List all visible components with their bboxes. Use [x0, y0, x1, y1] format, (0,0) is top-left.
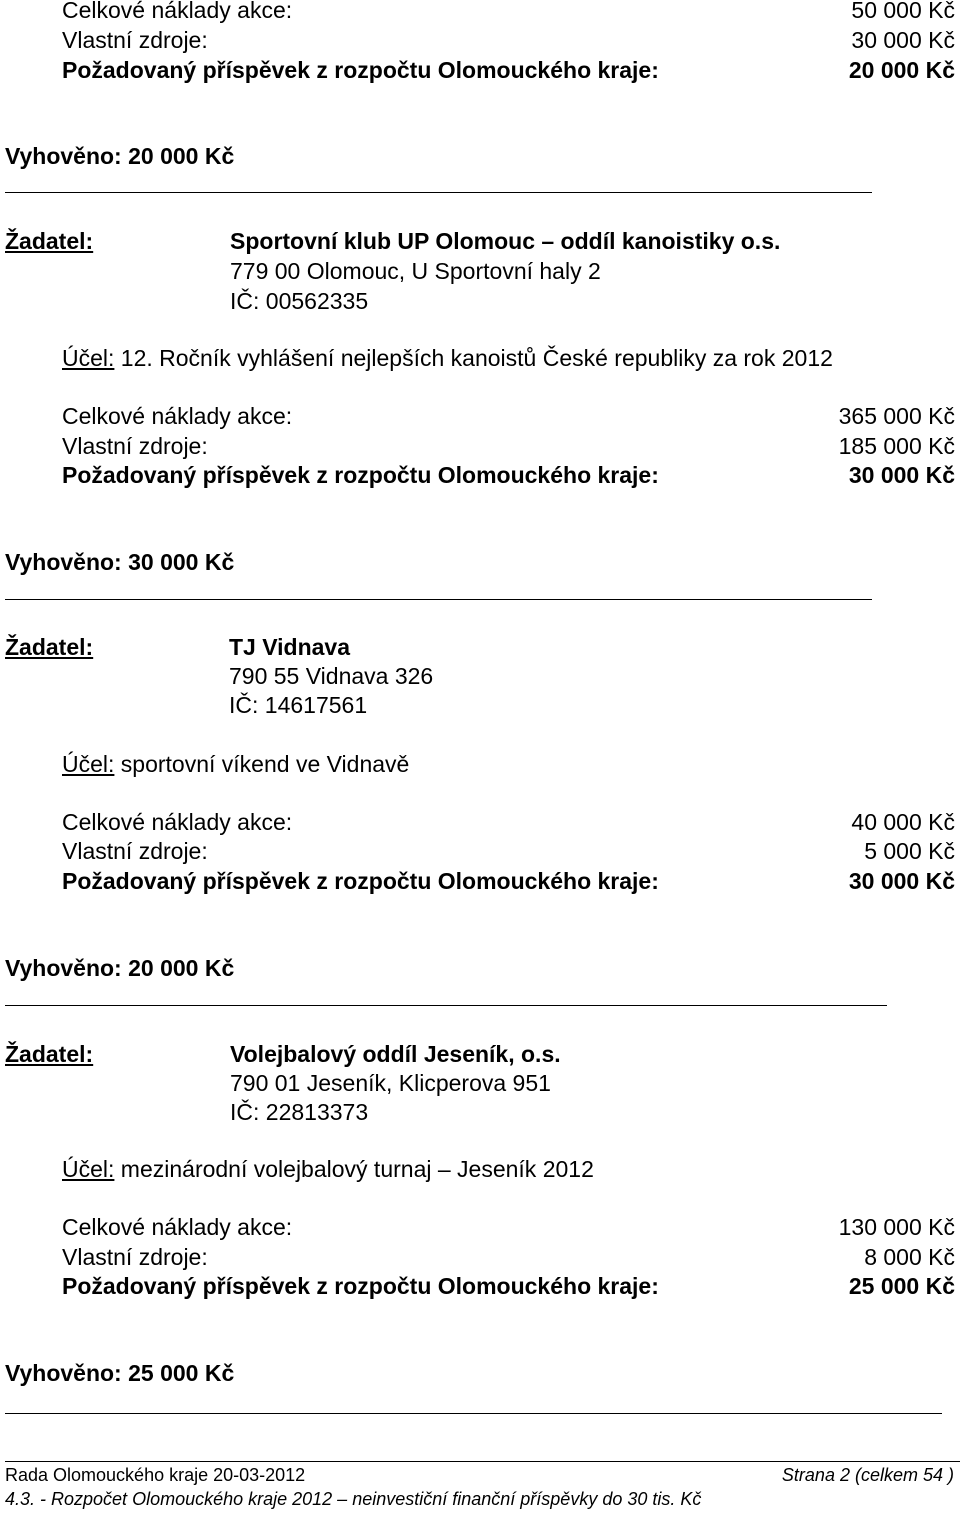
total-costs-label: Celkové náklady akce:	[62, 809, 293, 835]
requested-value: 30 000 Kč	[848, 868, 955, 894]
own-resources-value: 8 000 Kč	[864, 1244, 955, 1270]
applicant-address: 790 01 Jeseník, Klicperova 951	[230, 1070, 551, 1096]
applicant-ic: IČ: 14617561	[229, 692, 368, 718]
own-resources-label: Vlastní zdroje:	[62, 433, 208, 459]
total-costs-label: Celkové náklady akce:	[62, 1214, 293, 1240]
footer-meeting: Rada Olomouckého kraje 20-03-2012	[5, 1465, 306, 1485]
total-costs-label: Celkové náklady akce:	[62, 403, 293, 429]
applicant-name: TJ Vidnava	[229, 634, 351, 660]
approved-amount: Vyhověno: 20 000 Kč	[5, 955, 235, 981]
separator-line	[5, 1413, 942, 1414]
requested-label: Požadovaný příspěvek z rozpočtu Olomouckého kraje:	[62, 868, 659, 894]
requested-label: Požadovaný příspěvek z rozpočtu Olomouckého kraje:	[62, 1273, 659, 1299]
applicant-address: 790 55 Vidnava 326	[229, 663, 434, 689]
purpose-text: 12. Ročník vyhlášení nejlepších kanoistů České republiky za rok 2012	[120, 345, 833, 371]
own-resources-label: Vlastní zdroje:	[62, 1244, 208, 1270]
purpose-line	[62, 750, 409, 779]
purpose-text: sportovní víkend ve Vidnavě	[120, 751, 410, 777]
requested-value: 30 000 Kč	[848, 462, 955, 488]
footer-page-number: Strana 2 (celkem 54 )	[781, 1465, 954, 1485]
requested-label: Požadovaný příspěvek z rozpočtu Olomouckého kraje:	[62, 57, 659, 83]
own-resources-value: 5 000 Kč	[864, 838, 955, 864]
total-costs-label: Celkové náklady akce:	[62, 0, 293, 23]
approved-amount: Vyhověno: 25 000 Kč	[5, 1360, 235, 1386]
approved-amount: Vyhověno: 20 000 Kč	[5, 143, 235, 169]
purpose-line	[62, 344, 833, 373]
approved-amount: Vyhověno: 30 000 Kč	[5, 549, 235, 575]
separator-line	[5, 192, 872, 193]
separator-line	[5, 599, 872, 600]
applicant-ic: IČ: 00562335	[230, 288, 369, 314]
purpose-line	[62, 1155, 594, 1184]
footer-document-title: 4.3. - Rozpočet Olomouckého kraje 2012 – neinvestiční finanční příspěvky do 30 tis. Kč	[5, 1489, 702, 1509]
requested-value: 25 000 Kč	[848, 1273, 955, 1299]
own-resources-label: Vlastní zdroje:	[62, 27, 208, 53]
total-costs-value: 130 000 Kč	[838, 1214, 955, 1240]
applicant-name: Volejbalový oddíl Jeseník, o.s.	[230, 1041, 561, 1067]
total-costs-value: 50 000 Kč	[851, 0, 955, 23]
footer-rule	[5, 1461, 960, 1462]
purpose-label: Účel:	[62, 345, 115, 371]
purpose-text: mezinárodní volejbalový turnaj – Jeseník 2012	[120, 1156, 594, 1182]
own-resources-value: 185 000 Kč	[838, 433, 955, 459]
applicant-label: Žadatel:	[5, 634, 94, 660]
separator-line	[5, 1005, 887, 1006]
total-costs-value: 40 000 Kč	[851, 809, 955, 835]
applicant-label: Žadatel:	[5, 228, 94, 254]
own-resources-label: Vlastní zdroje:	[62, 838, 208, 864]
requested-label: Požadovaný příspěvek z rozpočtu Olomouckého kraje:	[62, 462, 659, 488]
applicant-name: Sportovní klub UP Olomouc – oddíl kanoistiky o.s.	[230, 228, 781, 254]
purpose-label: Účel:	[62, 1156, 115, 1182]
applicant-address: 779 00 Olomouc, U Sportovní haly 2	[230, 258, 601, 284]
total-costs-value: 365 000 Kč	[838, 403, 955, 429]
applicant-label: Žadatel:	[5, 1041, 94, 1067]
applicant-ic: IČ: 22813373	[230, 1099, 369, 1125]
requested-value: 20 000 Kč	[848, 57, 955, 83]
own-resources-value: 30 000 Kč	[851, 27, 955, 53]
purpose-label: Účel:	[62, 751, 115, 777]
